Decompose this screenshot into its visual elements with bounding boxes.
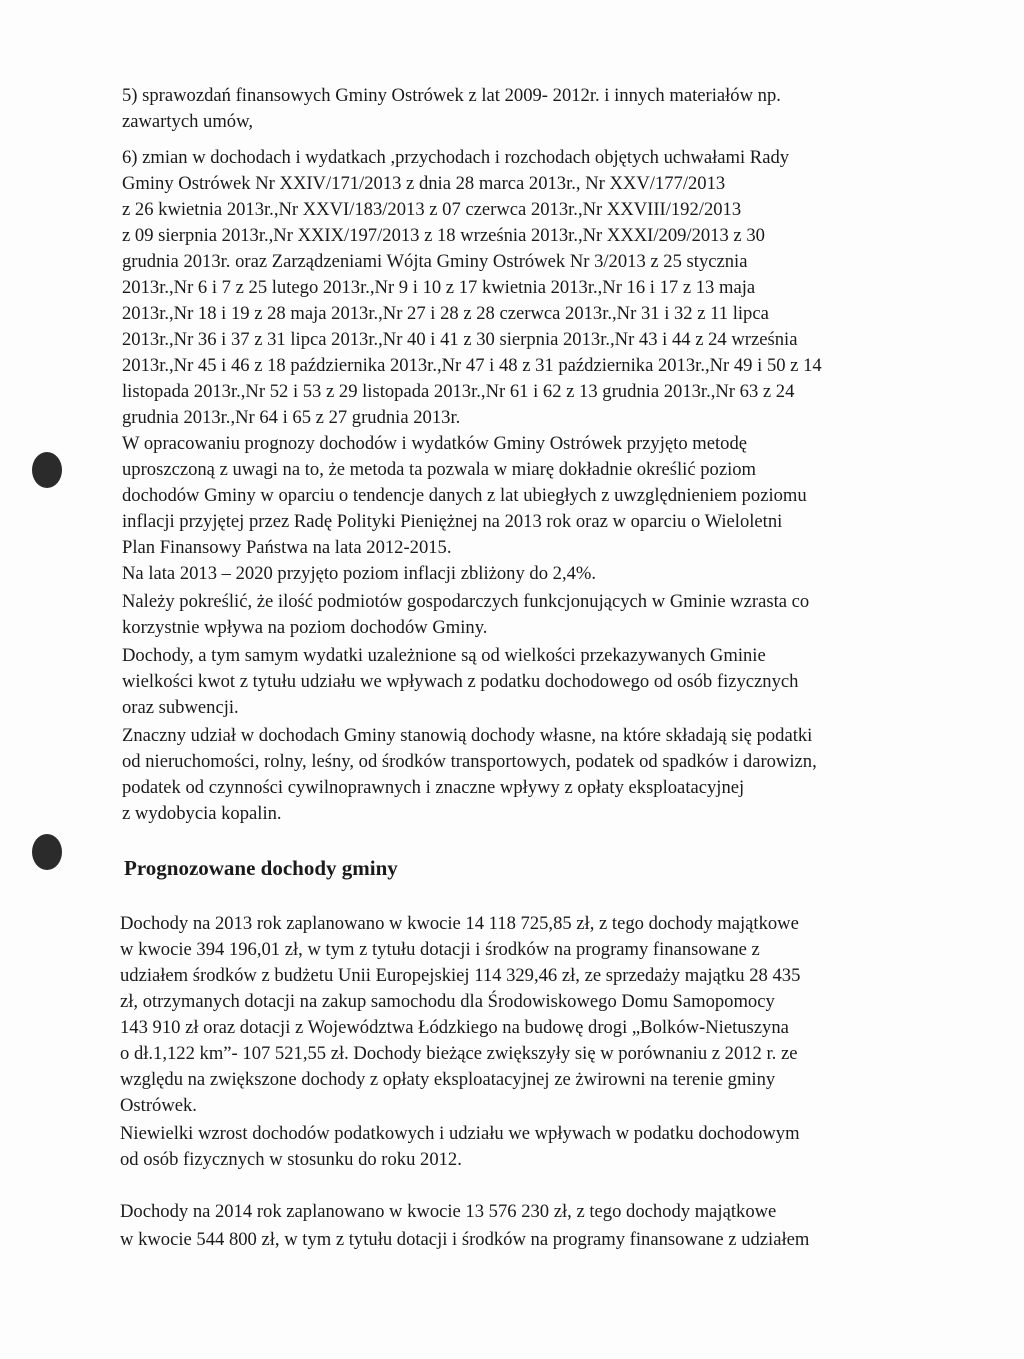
text-line: od osób fizycznych w stosunku do roku 2012. — [120, 1149, 462, 1170]
text-line: oraz subwencji. — [122, 697, 239, 718]
text-line: Niewielki wzrost dochodów podatkowych i udziału we wpływach w podatku dochodowym — [120, 1123, 800, 1144]
text-line: z wydobycia kopalin. — [122, 803, 282, 824]
text-line: Należy pokreślić, że ilość podmiotów gospodarczych funkcjonujących w Gminie wzrasta co — [122, 591, 810, 612]
text-line: względu na zwiększone dochody z opłaty eksploatacyjnej ze żwirowni na terenie gminy — [120, 1069, 776, 1090]
text-line: inflacji przyjętej przez Radę Polityki Pieniężnej na 2013 rok oraz w oparciu o Wieloletni — [122, 511, 783, 532]
text-line: 2013r.,Nr 45 i 46 z 18 października 2013r.,Nr 47 i 48 z 31 października 2013r.,Nr 49 i 50 z 14 — [122, 355, 822, 376]
text-line: w kwocie 544 800 zł, w tym z tytułu dotacji i środków na programy finansowane z udziałem — [120, 1229, 810, 1250]
punch-hole-icon — [32, 452, 62, 488]
text-line: z 09 sierpnia 2013r.,Nr XXIX/197/2013 z 18 września 2013r.,Nr XXXI/209/2013 z 30 — [122, 225, 765, 246]
text-line: listopada 2013r.,Nr 52 i 53 z 29 listopada 2013r.,Nr 61 i 62 z 13 grudnia 2013r.,Nr 63 z 24 — [122, 381, 795, 402]
text-line: Plan Finansowy Państwa na lata 2012-2015. — [122, 537, 452, 558]
text-line: Dochody na 2013 rok zaplanowano w kwocie 14 118 725,85 zł, z tego dochody majątkowe — [120, 913, 799, 934]
text-line: 143 910 zł oraz dotacji z Województwa Łódzkiego na budowę drogi „Bolków-Nietuszyna — [120, 1017, 789, 1038]
punch-hole-icon — [32, 834, 62, 870]
text-line: udziałem środków z budżetu Unii Europejskiej 114 329,46 zł, ze sprzedaży majątku 28 435 — [120, 965, 801, 986]
text-line: 2013r.,Nr 36 i 37 z 31 lipca 2013r.,Nr 40 i 41 z 30 sierpnia 2013r.,Nr 43 i 44 z 24 września — [122, 329, 798, 350]
text-line: z 26 kwietnia 2013r.,Nr XXVI/183/2013 z 07 czerwca 2013r.,Nr XXVIII/192/2013 — [122, 199, 742, 220]
text-line: zawartych umów, — [122, 111, 253, 132]
text-line: Ostrówek. — [120, 1095, 197, 1116]
text-line: Gminy Ostrówek Nr XXIV/171/2013 z dnia 28 marca 2013r., Nr XXV/177/2013 — [122, 173, 726, 194]
text-line: grudnia 2013r. oraz Zarządzeniami Wójta Gminy Ostrówek Nr 3/2013 z 25 stycznia — [122, 251, 748, 272]
text-line: podatek od czynności cywilnoprawnych i znaczne wpływy z opłaty eksploatacyjnej — [122, 777, 745, 798]
text-line: od nieruchomości, rolny, leśny, od środków transportowych, podatek od spadków i darowizn, — [122, 751, 817, 772]
text-line: 5) sprawozdań finansowych Gminy Ostrówek z lat 2009- 2012r. i innych materiałów np. — [122, 85, 781, 106]
text-line: 6) zmian w dochodach i wydatkach ,przychodach i rozchodach objętych uchwałami Rady — [122, 147, 790, 168]
text-line: Dochody na 2014 rok zaplanowano w kwocie 13 576 230 zł, z tego dochody majątkowe — [120, 1201, 777, 1222]
text-line: Znaczny udział w dochodach Gminy stanowią dochody własne, na które składają się podatki — [122, 725, 813, 746]
text-line: 2013r.,Nr 6 i 7 z 25 lutego 2013r.,Nr 9 i 10 z 17 kwietnia 2013r.,Nr 16 i 17 z 13 maja — [122, 277, 756, 298]
text-line: grudnia 2013r.,Nr 64 i 65 z 27 grudnia 2013r. — [122, 407, 461, 428]
text-line: dochodów Gminy w oparciu o tendencje danych z lat ubiegłych z uwzględnieniem poziomu — [122, 485, 807, 506]
text-line: Dochody, a tym samym wydatki uzależnione są od wielkości przekazywanych Gminie — [122, 645, 766, 666]
text-line: Na lata 2013 – 2020 przyjęto poziom inflacji zbliżony do 2,4%. — [122, 563, 597, 584]
text-line: korzystnie wpływa na poziom dochodów Gminy. — [122, 617, 488, 638]
text-line: 2013r.,Nr 18 i 19 z 28 maja 2013r.,Nr 27 i 28 z 28 czerwca 2013r.,Nr 31 i 32 z 11 lipca — [122, 303, 769, 324]
text-line: w kwocie 394 196,01 zł, w tym z tytułu dotacji i środków na programy finansowane z — [120, 939, 760, 960]
text-line: uproszczoną z uwagi na to, że metoda ta pozwala w miarę dokładnie określić poziom — [122, 459, 757, 480]
section-heading: Prognozowane dochody gminy — [124, 856, 398, 880]
text-line: wielkości kwot z tytułu udziału we wpływach z podatku dochodowego od osób fizycznych — [122, 671, 799, 692]
text-line: W opracowaniu prognozy dochodów i wydatków Gminy Ostrówek przyjęto metodę — [122, 433, 747, 454]
text-line: zł, otrzymanych dotacji na zakup samochodu dla Środowiskowego Domu Samopomocy — [120, 991, 775, 1012]
text-line: o dł.1,122 km”- 107 521,55 zł. Dochody bieżące zwiększyły się w porównaniu z 2012 r. ze — [120, 1043, 798, 1064]
